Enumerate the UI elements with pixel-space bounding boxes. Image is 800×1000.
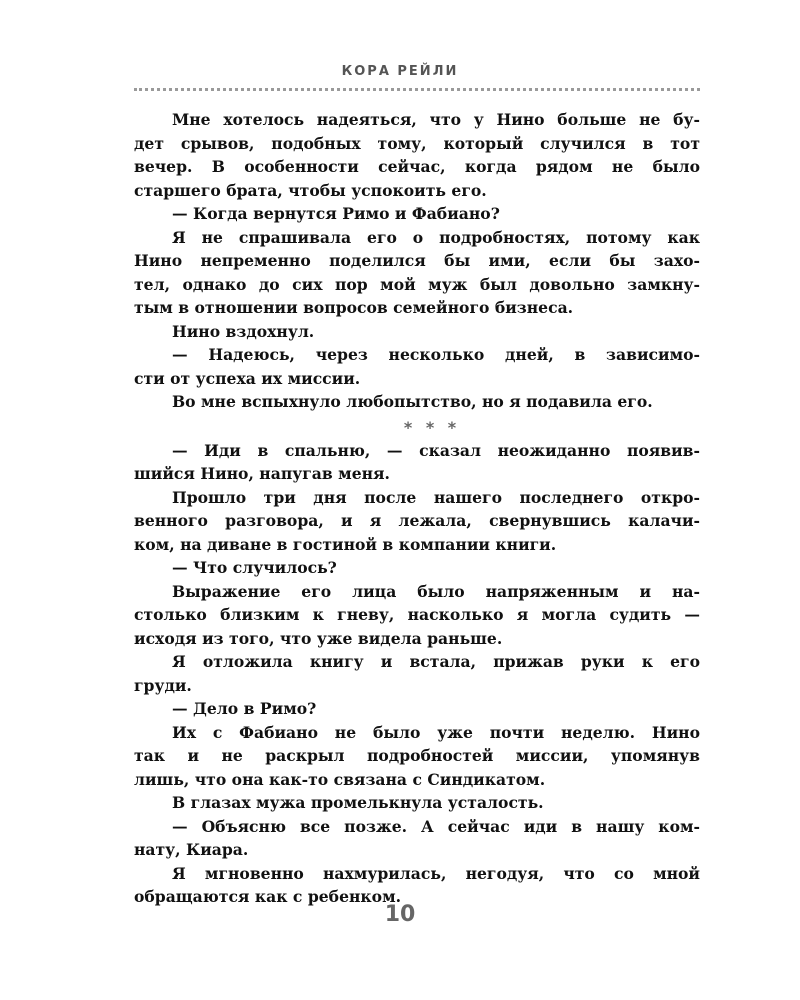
text-line: так и не раскрыл подробностей миссии, упомянув <box>134 746 700 765</box>
text-line: тел, однако до сих пор мой муж был довольно замкну- <box>134 274 700 294</box>
text-line: исходя из того, что уже видела раньше. <box>134 628 503 648</box>
text-line: — Что случилось? <box>172 558 337 577</box>
text-line: — Объясню все позже. А сейчас иди в нашу ком- <box>172 816 700 836</box>
text-line: — Надеюсь, через несколько дней, в зависимо- <box>172 345 700 364</box>
text-line: — Когда вернутся Римо и Фабиано? <box>172 204 500 223</box>
text-line: Их с Фабиано не было уже почти неделю. Нино <box>172 722 700 742</box>
text-line: груди. <box>134 675 192 695</box>
text-line: венного разговора, и я лежала, свернувшись калачи- <box>134 511 700 530</box>
header-dotted-rule <box>134 88 700 91</box>
text-line: лишь, что она как-то связана с Синдикатом. <box>134 769 546 789</box>
text-line: Выражение его лица было напряженным и на- <box>172 581 700 601</box>
text-line: вечер. В особенности сейчас, когда рядом не было <box>134 157 700 176</box>
text-line: дет срывов, подобных тому, который случился в тот <box>134 133 700 153</box>
text-line: старшего брата, чтобы успокоить его. <box>134 180 487 200</box>
text-line: нату, Киара. <box>134 840 249 859</box>
text-line: тым в отношении вопросов семейного бизнеса. <box>134 298 574 317</box>
text-line: обращаются как с ребенком. <box>134 887 402 906</box>
text-line: В глазах мужа промелькнула усталость. <box>172 793 544 812</box>
text-line: — Дело в Римо? <box>172 699 317 718</box>
text-line: столько близким к гневу, насколько я могла судить — <box>134 605 700 624</box>
text-line: Во мне вспыхнуло любопытство, но я подавила его. <box>172 392 653 411</box>
text-line: Я отложила книгу и встала, прижав руки к его <box>172 652 700 671</box>
text-line: Я мгновенно нахмурилась, негодуя, что со мной <box>172 863 700 883</box>
text-line: ком, на диване в гостиной в компании книги. <box>134 534 557 554</box>
text-line: Нино непременно поделился бы ими, если бы захо- <box>134 251 700 270</box>
running-head: КОРА РЕЙЛИ <box>341 64 459 79</box>
text-line: Прошло три дня после нашего последнего откро- <box>172 487 700 507</box>
text-line: Нино вздохнул. <box>172 321 315 341</box>
text-line: шийся Нино, напугав меня. <box>134 464 390 483</box>
text-line: сти от успеха их миссии. <box>134 368 361 388</box>
text-line: Я не спрашивала его о подробностях, потому как <box>172 227 700 247</box>
scene-break: * * * <box>403 417 461 437</box>
text-line: — Иди в спальню, — сказал неожиданно появив- <box>172 440 700 460</box>
page-number: 10 <box>384 902 416 927</box>
body-text <box>134 108 700 909</box>
text-line: Мне хотелось надеяться, что у Нино больше не бу- <box>172 110 700 129</box>
